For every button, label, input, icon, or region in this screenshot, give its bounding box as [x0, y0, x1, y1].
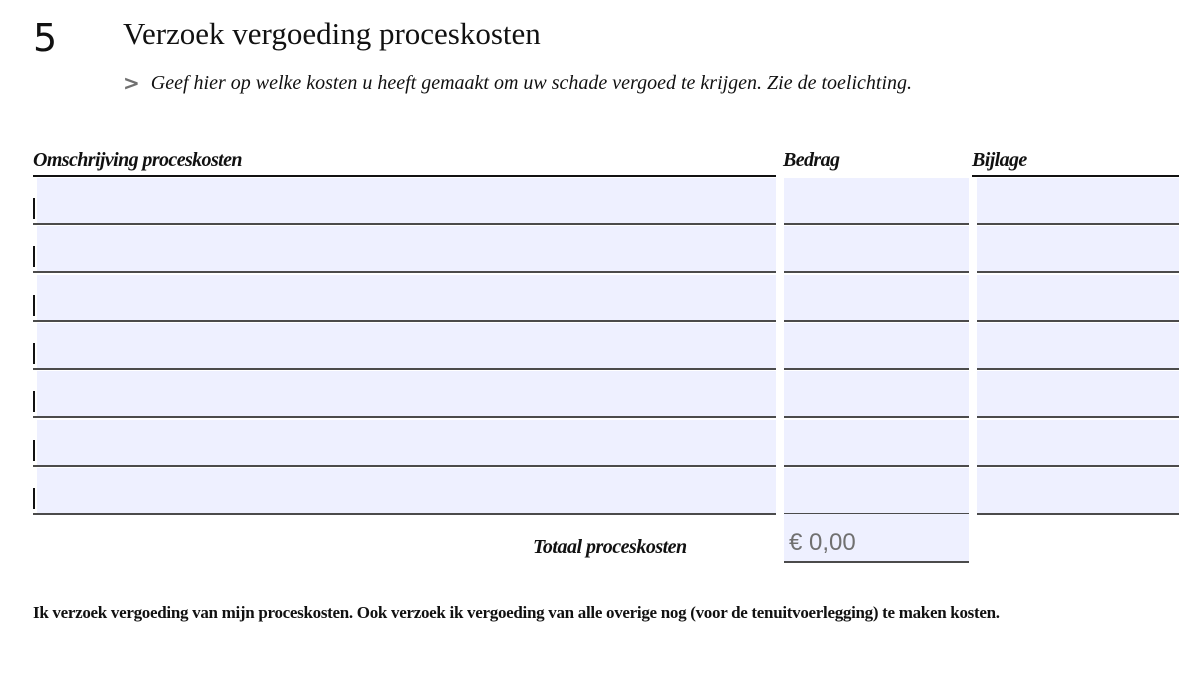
description-field[interactable] [37, 178, 776, 225]
attachment-field[interactable] [977, 371, 1179, 418]
attachment-field[interactable] [977, 468, 1179, 515]
column-header-amount: Bedrag [783, 149, 840, 171]
header-divider-description [33, 175, 776, 177]
description-field[interactable] [37, 226, 776, 273]
total-value: € 0,00 [789, 529, 856, 556]
text-cursor [33, 440, 35, 461]
attachment-field[interactable] [977, 420, 1179, 467]
description-field[interactable] [37, 371, 776, 418]
section-number: 5 [33, 16, 58, 60]
amount-field[interactable] [784, 178, 969, 225]
attachment-field[interactable] [977, 275, 1179, 322]
attachment-field[interactable] [977, 323, 1179, 370]
row-underline [33, 513, 37, 515]
instruction [123, 70, 912, 96]
column-header-description: Omschrijving proceskosten [33, 149, 242, 171]
column-header-attachment: Bijlage [972, 149, 1027, 171]
header-divider-attachment [972, 175, 1179, 177]
row-underline [33, 416, 37, 418]
amount-field[interactable] [784, 468, 969, 515]
instruction-text: Geef hier op welke kosten u heeft gemaakt om uw schade vergoed te krijgen. Zie de toelichting. [150, 71, 913, 94]
text-cursor [33, 295, 35, 316]
description-field[interactable] [37, 420, 776, 467]
request-statement: Ik verzoek vergoeding van mijn proceskosten. Ook verzoek ik vergoeding van alle overige nog (voor de tenuitvoerlegging) te maken kosten. [33, 603, 1000, 622]
text-cursor [33, 246, 35, 267]
row-underline [33, 465, 37, 467]
row-underline [33, 368, 37, 370]
text-cursor [33, 391, 35, 412]
description-field[interactable] [37, 275, 776, 322]
amount-field[interactable] [784, 275, 969, 322]
amount-field[interactable] [784, 420, 969, 467]
attachment-field[interactable] [977, 178, 1179, 225]
section-title: Verzoek vergoeding proceskosten [123, 16, 541, 51]
attachment-field[interactable] [977, 226, 1179, 273]
total-label: Totaal proceskosten [533, 536, 687, 558]
text-cursor [33, 198, 35, 219]
row-underline [33, 271, 37, 273]
text-cursor [33, 343, 35, 364]
row-underline [33, 320, 37, 322]
row-underline [33, 223, 37, 225]
description-field[interactable] [37, 323, 776, 370]
amount-field[interactable] [784, 226, 969, 273]
description-field[interactable] [37, 468, 776, 515]
chevron-right-icon: > [123, 71, 140, 95]
amount-field[interactable] [784, 323, 969, 370]
amount-field[interactable] [784, 371, 969, 418]
text-cursor [33, 488, 35, 509]
